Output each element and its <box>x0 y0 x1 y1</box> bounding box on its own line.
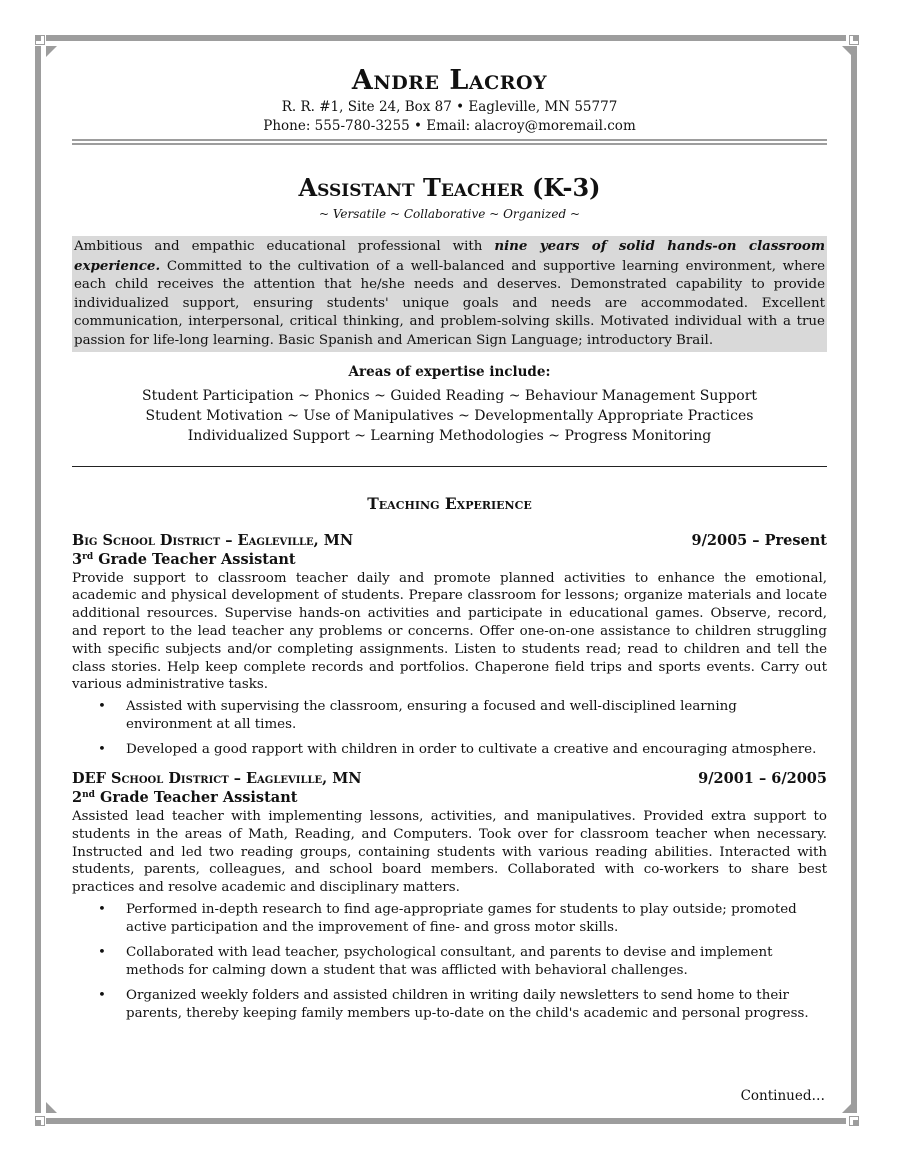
corner-ornament-bottom-left <box>35 1116 45 1126</box>
objective-title: Assistant Teacher (K-3) <box>298 173 601 202</box>
achievement-item <box>72 741 827 759</box>
employer: Big School District – Eagleville, MN <box>72 531 354 549</box>
job-role <box>72 550 827 569</box>
achievement-text: Developed a good rapport with children in order to cultivate a creative and encouraging atmosphere. <box>126 742 817 758</box>
job-dates: 9/2005 – Present <box>691 531 827 549</box>
achievement-item <box>72 698 827 733</box>
achievement-item <box>72 987 827 1022</box>
expertise-list <box>72 386 827 446</box>
header-divider <box>72 139 827 145</box>
corner-ornament-top-right <box>849 35 859 45</box>
corner-triangle-icon <box>46 46 57 57</box>
role-grade-number: 2 <box>72 788 83 806</box>
bullet-icon: • <box>98 901 106 917</box>
page-border-top <box>46 35 846 41</box>
role-grade-number: 3 <box>72 550 83 568</box>
bullet-icon: • <box>98 742 106 758</box>
page-border-bottom <box>46 1118 846 1124</box>
job-role <box>72 788 827 807</box>
professional-summary <box>72 236 827 352</box>
achievement-item <box>72 944 827 979</box>
summary-intro: Ambitious and empathic educational professional with <box>74 239 495 254</box>
expertise-line: Student Motivation ~ Use of Manipulatives ~ Developmentally Appropriate Practices <box>145 407 754 424</box>
continued-note: Continued… <box>740 1088 825 1104</box>
job-description: Provide support to classroom teacher daily and promote planned activities to enhance the emotional, academic and physical development of students. Prepare classroom for lessons; organize materials and locate additional resources. Supervise hands-on activities and participate in educational games. Observe, record, and report to the lead teacher any problems or concerns. Offer one-on-one assistance to children struggling with specific subjects and/or completing assignments. Listen to students read; read to children and tell the class stories. Help keep complete records and portfolios. Chaperone field trips and sports events. Carry out various administrative tasks. <box>72 570 827 693</box>
candidate-name: Andre Lacroy <box>351 65 548 96</box>
achievement-item <box>72 901 827 936</box>
page-border-right <box>851 46 857 1113</box>
resume-page <box>72 64 827 1030</box>
experience-section-title: Teaching Experience <box>367 493 532 513</box>
section-divider <box>72 466 827 467</box>
expertise-line: Individualized Support ~ Learning Methodologies ~ Progress Monitoring <box>187 427 712 444</box>
bullet-icon: • <box>98 988 106 1004</box>
bullet-icon: • <box>98 945 106 961</box>
job-entry <box>72 769 827 1023</box>
corner-ornament-bottom-right <box>849 1116 859 1126</box>
contact-line: Phone: 555-780-3255 • Email: alacroy@moremail.com <box>263 118 636 134</box>
achievement-text: Assisted with supervising the classroom, ensuring a focused and well-disciplined learning environment at all times. <box>126 699 737 732</box>
expertise-title: Areas of expertise include: <box>348 363 551 380</box>
job-entry <box>72 531 827 759</box>
summary-highlight: nine years of solid hands-on classroom experience. <box>74 238 825 274</box>
bullet-icon: • <box>98 699 106 715</box>
role-grade-suffix: nd <box>82 789 95 800</box>
achievement-text: Collaborated with lead teacher, psychological consultant, and parents to devise and implement methods for calming down a student that was afflicted with behavioral challenges. <box>126 945 773 978</box>
corner-triangle-icon <box>46 1102 57 1113</box>
achievement-text: Performed in-depth research to find age-appropriate games for students to play outside; promoted active participation and the improvement of fine- and gross motor skills. <box>126 901 797 935</box>
page-border-left <box>35 46 41 1113</box>
corner-triangle-icon <box>842 46 853 57</box>
role-title: Grade Teacher Assistant <box>94 788 298 806</box>
corner-ornament-top-left <box>35 35 45 45</box>
address-line: R. R. #1, Site 24, Box 87 • Eagleville, MN 55777 <box>281 99 618 115</box>
objective-tagline: ~ Versatile ~ Collaborative ~ Organized ~ <box>318 207 581 221</box>
job-description: Assisted lead teacher with implementing lessons, activities, and manipulatives. Provided extra support to students in the areas of Math, Reading, and Computers. Took over for classroom teacher when necessary. Instructed and led two reading groups, containing students with various reading abilities. Interacted with students, parents, colleagues, and school board members. Collaborated with co-workers to share best practices and resolve academic and disciplinary matters. <box>72 808 827 896</box>
achievement-text: Organized weekly folders and assisted children in writing daily newsletters to send home to their parents, thereby keeping family members up-to-date on the child's academic and personal progress. <box>126 988 809 1021</box>
role-title: Grade Teacher Assistant <box>93 550 296 568</box>
summary-body: Committed to the cultivation of a well-balanced and supportive learning environment, where each child receives the attention that he/she needs and deserves. Demonstrated capability to provide individualized support, ensuring students' unique goals and needs are accommodated. Excellent communication, interpersonal, critical thinking, and problem-solving skills. Motivated individual with a true passion for life-long learning. Basic Spanish and American Sign Language; introductory Brail. <box>74 258 825 348</box>
expertise-line: Student Participation ~ Phonics ~ Guided Reading ~ Behaviour Management Support <box>141 387 758 404</box>
employer: DEF School District – Eagleville, MN <box>72 769 362 787</box>
job-header <box>72 531 827 550</box>
job-dates: 9/2001 – 6/2005 <box>698 769 827 787</box>
corner-triangle-icon <box>842 1102 853 1113</box>
job-header <box>72 769 827 788</box>
job-achievements <box>72 698 827 759</box>
resume-header <box>72 64 827 145</box>
job-achievements <box>72 901 827 1023</box>
role-grade-suffix: rd <box>82 551 94 562</box>
